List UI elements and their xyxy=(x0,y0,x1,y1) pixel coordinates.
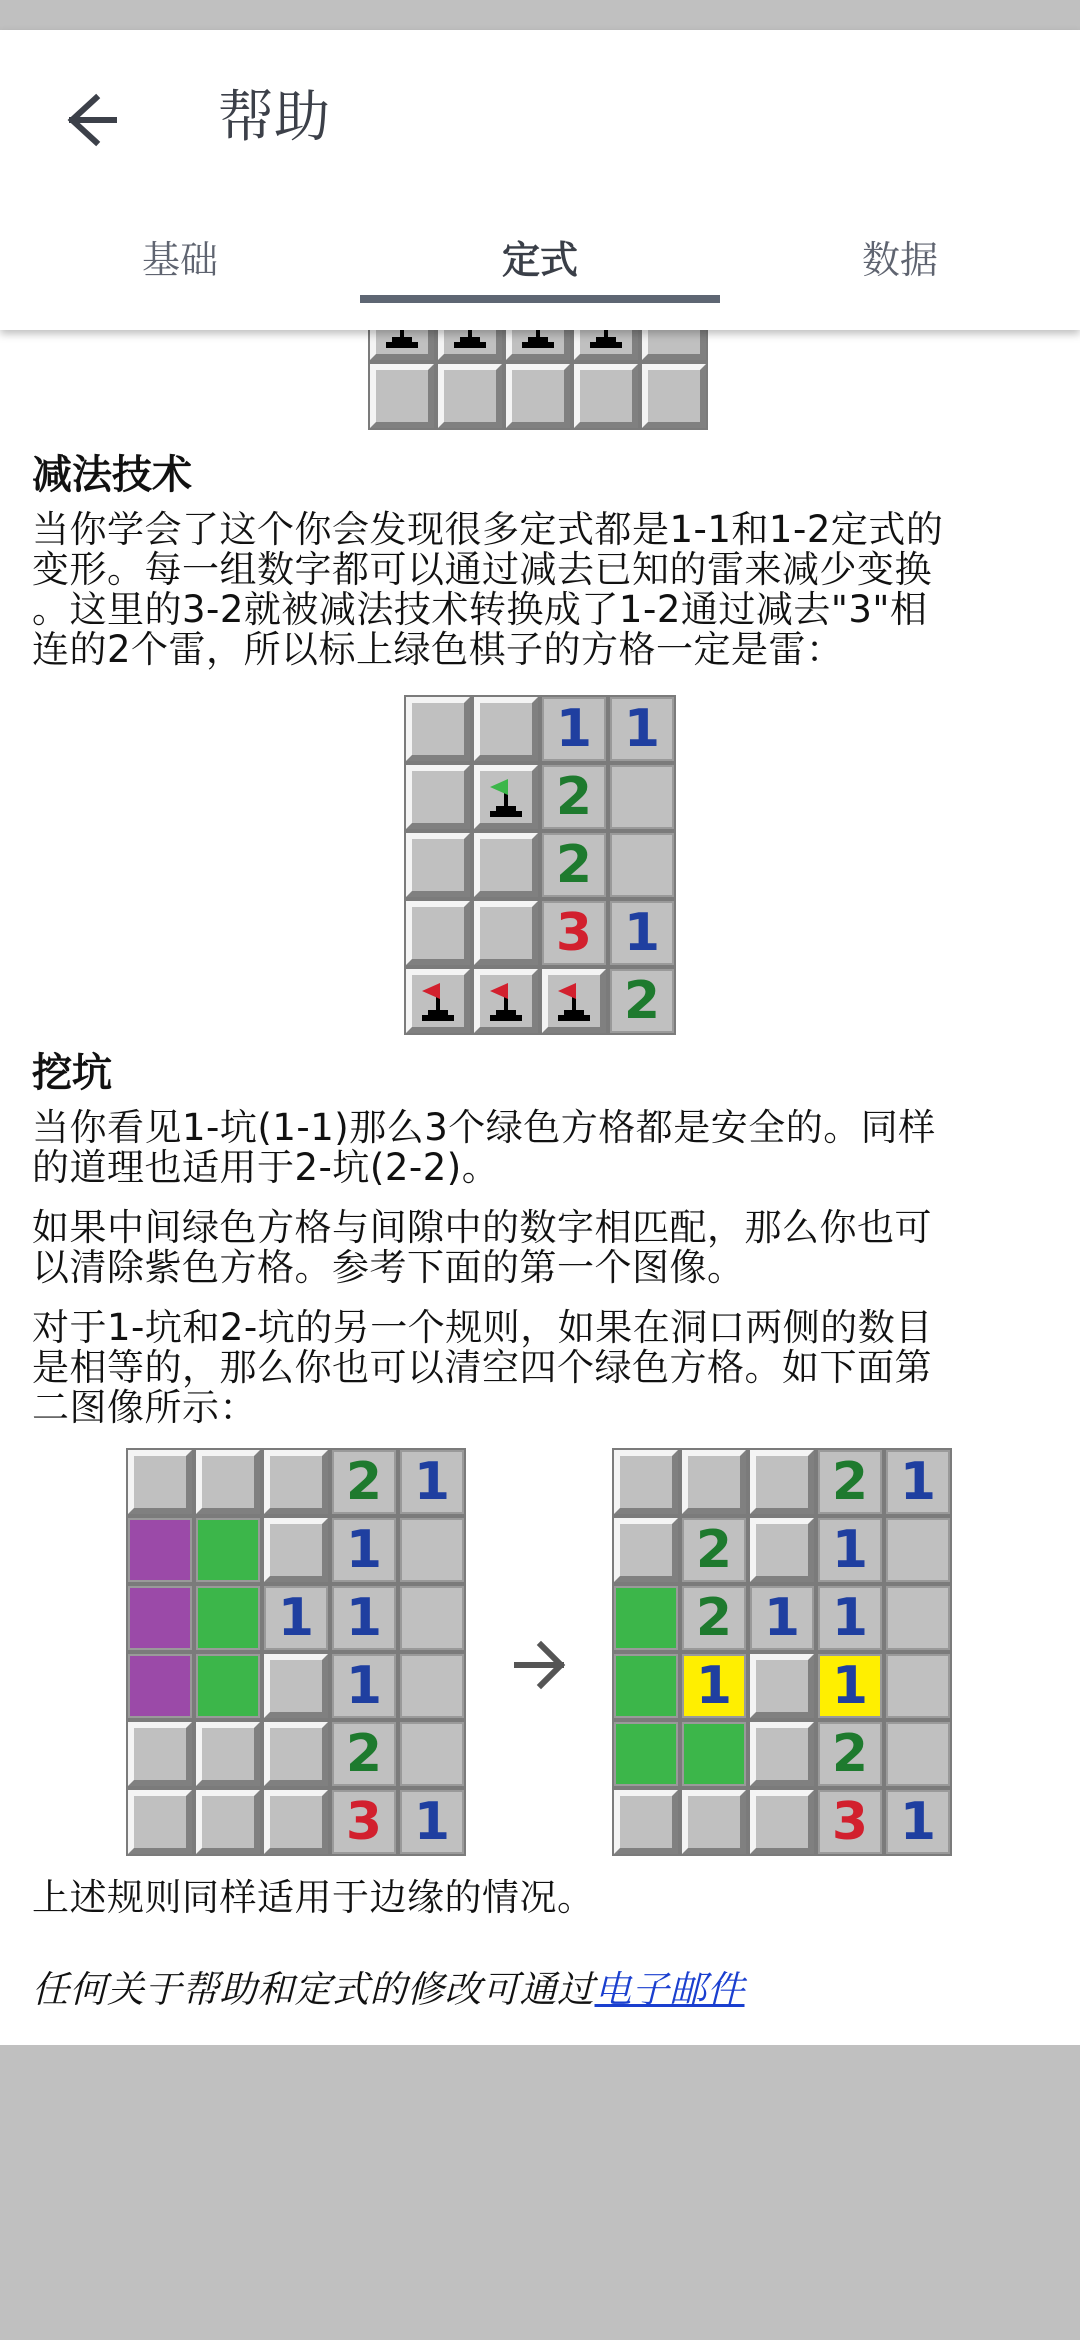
covered-cell xyxy=(642,364,706,428)
back-button[interactable] xyxy=(44,80,124,160)
number-cell: 2 xyxy=(610,969,674,1033)
yellow-number-cell: 1 xyxy=(818,1654,882,1718)
bottom-empty-area xyxy=(0,2045,1080,2340)
covered-cell xyxy=(406,833,470,897)
covered-cell xyxy=(614,1450,678,1514)
green-cell xyxy=(196,1586,260,1650)
board-hole-right xyxy=(612,1448,952,1856)
help-content[interactable] xyxy=(0,330,1080,2045)
tab-patterns[interactable]: 定式 xyxy=(501,238,578,282)
covered-cell xyxy=(750,1654,814,1718)
open-cell xyxy=(886,1654,950,1718)
covered-cell xyxy=(474,697,538,761)
number-cell: 2 xyxy=(542,765,606,829)
covered-cell xyxy=(614,1790,678,1854)
tab-basics[interactable]: 基础 xyxy=(141,238,218,282)
hole-text-2: 如果中间绿色方格与间隙中的数字相匹配，那么你也可 以清除紫色方格。参考下面的第一个图像。 xyxy=(32,1206,932,1289)
covered-cell xyxy=(406,765,470,829)
contact-part1: 任何关于帮助和定式的修改可通过 xyxy=(32,1968,595,2011)
covered-cell xyxy=(264,1790,328,1854)
arrow-right-icon xyxy=(505,1630,575,1700)
email-link[interactable]: 电子邮件 xyxy=(594,1968,745,2011)
number-cell: 3 xyxy=(542,901,606,965)
open-cell xyxy=(400,1518,464,1582)
purple-cell xyxy=(128,1518,192,1582)
hole-text-3: 对于1-坑和2-坑的另一个规则，如果在洞口两侧的数目 是相等的，那么你也可以清空四个绿色方格。如下面第 二图像所示： xyxy=(32,1306,933,1429)
covered-cell xyxy=(264,1518,328,1582)
number-cell: 1 xyxy=(818,1586,882,1650)
number-cell: 2 xyxy=(682,1518,746,1582)
edge-note: 上述规则同样适用于边缘的情况。 xyxy=(32,1876,595,1919)
covered-cell xyxy=(574,364,638,428)
flag-cell xyxy=(474,969,538,1033)
covered-cell xyxy=(474,901,538,965)
covered-cell xyxy=(614,1518,678,1582)
covered-cell xyxy=(750,1518,814,1582)
number-cell: 3 xyxy=(818,1790,882,1854)
status-bar xyxy=(0,0,1080,30)
open-cell xyxy=(400,1722,464,1786)
number-cell: 1 xyxy=(886,1450,950,1514)
board-subtraction xyxy=(404,695,676,1035)
covered-cell xyxy=(196,1450,260,1514)
number-cell: 2 xyxy=(818,1722,882,1786)
number-cell: 2 xyxy=(818,1450,882,1514)
number-cell: 1 xyxy=(886,1790,950,1854)
open-cell xyxy=(886,1722,950,1786)
covered-cell xyxy=(750,1790,814,1854)
number-cell: 1 xyxy=(542,697,606,761)
green-cell xyxy=(614,1586,678,1650)
covered-cell xyxy=(682,1790,746,1854)
flag-cell xyxy=(542,969,606,1033)
tab-indicator xyxy=(360,295,720,303)
flag-cell xyxy=(406,969,470,1033)
yellow-number-cell: 1 xyxy=(682,1654,746,1718)
open-cell xyxy=(886,1586,950,1650)
hole-text-1: 当你看见1-坑(1-1)那么3个绿色方格都是安全的。同样 的道理也适用于2-坑(2-2)。 xyxy=(32,1106,936,1189)
app-bar xyxy=(0,30,1080,330)
covered-cell xyxy=(264,1654,328,1718)
open-cell xyxy=(400,1586,464,1650)
covered-cell xyxy=(128,1450,192,1514)
number-cell: 1 xyxy=(750,1586,814,1650)
purple-cell xyxy=(128,1654,192,1718)
board-hole-left xyxy=(126,1448,466,1856)
covered-cell xyxy=(406,697,470,761)
covered-cell xyxy=(506,364,570,428)
covered-cell xyxy=(474,833,538,897)
covered-cell xyxy=(196,1722,260,1786)
tab-data[interactable]: 数据 xyxy=(861,238,938,282)
covered-cell xyxy=(264,1450,328,1514)
covered-cell xyxy=(264,1722,328,1786)
covered-cell xyxy=(128,1722,192,1786)
green-cell xyxy=(196,1654,260,1718)
green-cell xyxy=(196,1518,260,1582)
covered-cell xyxy=(750,1722,814,1786)
number-cell: 2 xyxy=(682,1586,746,1650)
number-cell: 1 xyxy=(818,1518,882,1582)
section-heading-hole: 挖坑 xyxy=(32,1050,112,1096)
number-cell: 1 xyxy=(400,1790,464,1854)
green-cell xyxy=(682,1722,746,1786)
number-cell: 1 xyxy=(332,1518,396,1582)
tab-bar xyxy=(0,225,1080,330)
arrow-left-icon xyxy=(44,80,124,160)
open-cell xyxy=(886,1518,950,1582)
covered-cell xyxy=(196,1790,260,1854)
number-cell: 2 xyxy=(542,833,606,897)
covered-cell xyxy=(750,1450,814,1514)
number-cell: 1 xyxy=(610,901,674,965)
covered-cell xyxy=(370,364,434,428)
number-cell: 1 xyxy=(264,1586,328,1650)
number-cell: 1 xyxy=(332,1586,396,1650)
number-cell: 3 xyxy=(332,1790,396,1854)
open-cell xyxy=(400,1654,464,1718)
green-flag-cell xyxy=(474,765,538,829)
covered-cell xyxy=(682,1450,746,1514)
purple-cell xyxy=(128,1586,192,1650)
number-cell: 2 xyxy=(332,1450,396,1514)
subtraction-text: 当你学会了这个你会发现很多定式都是1-1和1-2定式的 变形。每一组数字都可以通过减去已知的雷来减少变换 。这里的3-2就被减法技术转换成了1-2通过减去"3"相 连的2个雷，所以标上绿色棋子的方格一定是雷： xyxy=(32,508,944,671)
green-cell xyxy=(614,1654,678,1718)
number-cell: 2 xyxy=(332,1722,396,1786)
green-cell xyxy=(614,1722,678,1786)
number-cell: 1 xyxy=(332,1654,396,1718)
open-cell xyxy=(610,833,674,897)
covered-cell xyxy=(438,364,502,428)
section-heading-subtraction: 减法技术 xyxy=(32,452,192,498)
number-cell: 1 xyxy=(610,697,674,761)
number-cell: 1 xyxy=(400,1450,464,1514)
covered-cell xyxy=(128,1790,192,1854)
covered-cell xyxy=(406,901,470,965)
open-cell xyxy=(610,765,674,829)
page-title: 帮助 xyxy=(218,85,330,150)
